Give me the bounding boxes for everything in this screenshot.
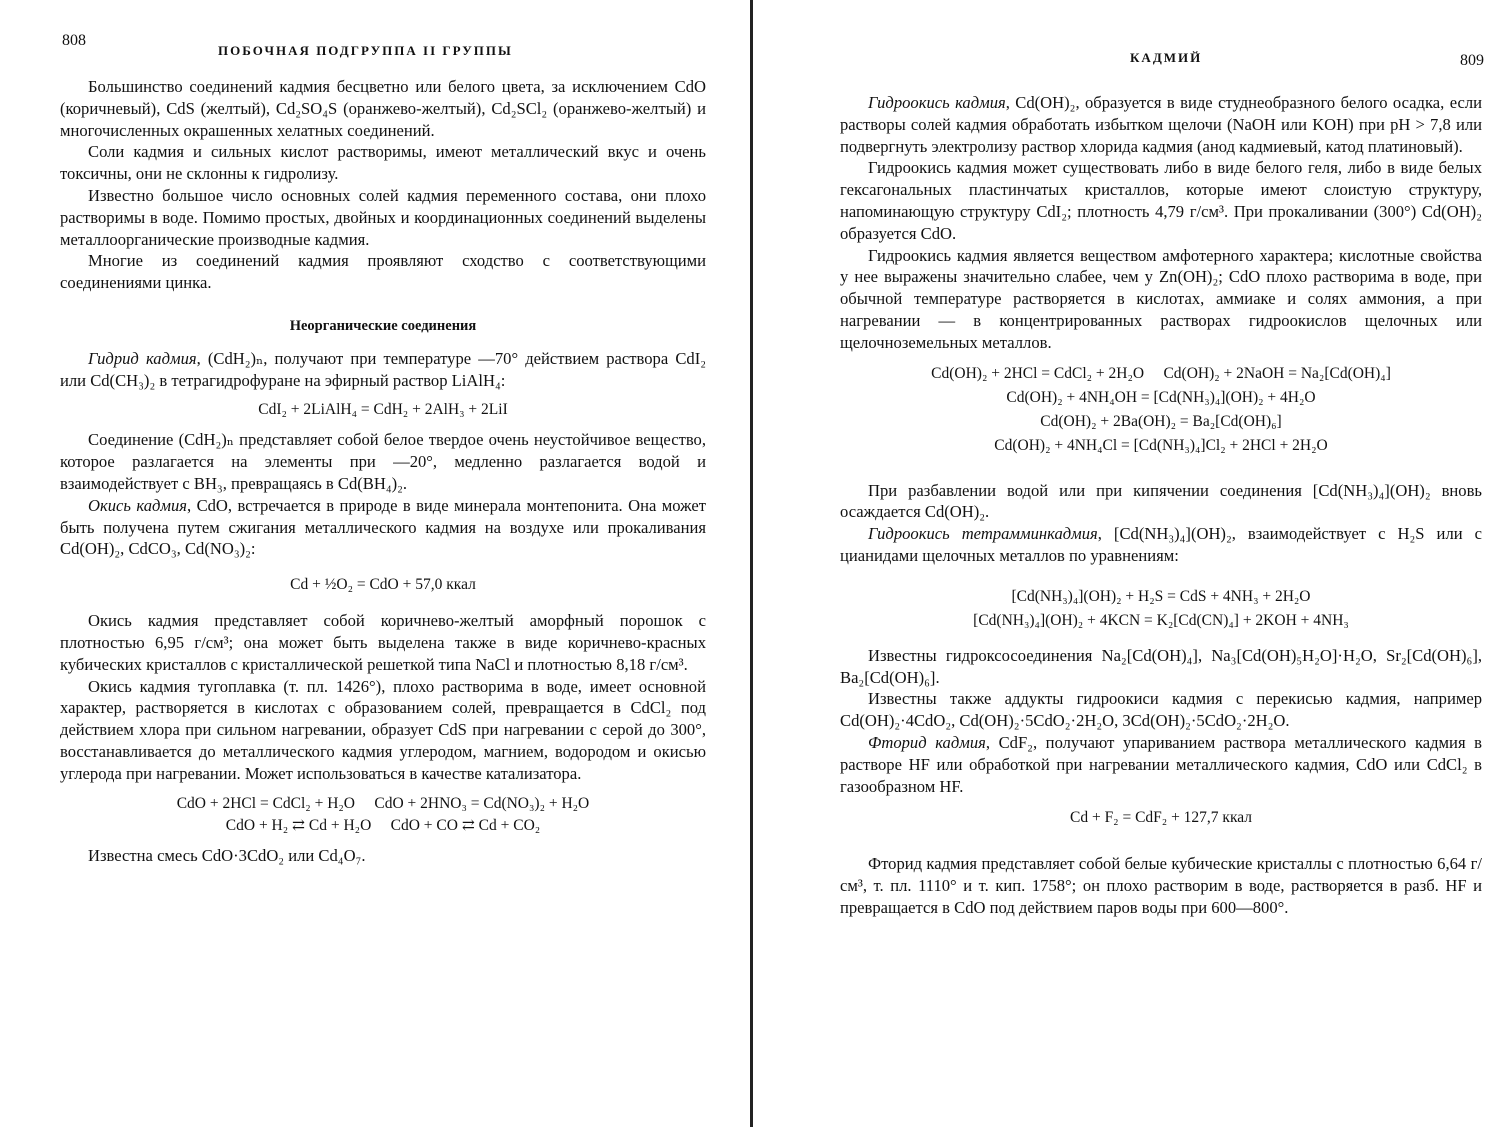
paragraph-text: , (CdH₂)ₙ, получают при температуре —70° действием раствора CdI₂ или Cd(CH₃)₂ в тетрагидрофуране на эфирный раствор LiAlH₄: <box>60 348 707 390</box>
paragraph: Известна смесь CdO·3CdO₂ или Cd₄O₇. <box>88 845 366 865</box>
equation-line: Cd(OH)₂ + 4NH₄OH = [Cd(NH₃)₄](OH)₂ + 4H₂O <box>1006 388 1316 406</box>
equation-block <box>60 793 706 837</box>
paragraph: Известны также аддукты гидроокиси кадмия с перекисью кадмия, например Cd(OH)₂·4CdO₂, Cd(OH)₂·5CdO₂·2H₂O, 3Cd(OH)₂·5CdO₂·2H₂O. <box>840 689 1482 731</box>
paragraph: Соединение (CdH₂)ₙ представляет собой белое твердое очень неустойчивое вещество, которое разлагается на элементы при —20°, медленно разлагается водой и взаимодействует с BH₃, превращаясь в Cd(BH₄)₂. <box>60 430 706 493</box>
paragraph <box>840 523 1482 567</box>
term: Гидрид кадмия <box>88 348 197 368</box>
paragraph-text: , CdO, встречается в природе в виде минерала монтепонита. Она может быть получена путем сжигания металлического кадмия на воздухе или прокаливания Cd(OH)₂, CdCO₃, Cd(NO₃)₂: <box>60 495 706 559</box>
equation-block <box>840 362 1482 458</box>
page-number: 809 <box>1460 52 1484 69</box>
equation <box>60 399 706 421</box>
page-number: 808 <box>62 32 86 49</box>
term: Гидроокись тетрамминкадмия <box>868 524 1098 544</box>
equation <box>60 574 706 596</box>
paragraph: Соли кадмия и сильных кислот растворимы, имеют металлический вкус и очень токсичны, они не склонны к гидролизу. <box>60 142 706 184</box>
equation-line: Cd(OH)₂ + 2HCl = CdCl₂ + 2H₂O Cd(OH)₂ + 2NaOH = Na₂[Cd(OH)₄] <box>931 364 1391 382</box>
paragraph: Многие из соединений кадмия проявляют сходство с соответствующими соединениями цинка. <box>60 251 706 293</box>
running-head: ПОБОЧНАЯ ПОДГРУППА II ГРУППЫ <box>218 43 513 58</box>
term: Окись кадмия <box>88 495 188 515</box>
equation-line: Cd + F₂ = CdF₂ + 127,7 ккал <box>1069 809 1253 827</box>
equation <box>840 807 1482 829</box>
equation-line: Cd(OH)₂ + 4NH₄Cl = [Cd(NH₃)₄]Cl₂ + 2HCl + 2H₂O <box>994 436 1328 454</box>
equation-line: CdO + 2HCl = CdCl₂ + H₂O CdO + 2HNO₃ = Cd(NO₃)₂ + H₂O <box>176 794 590 812</box>
left-text-column <box>60 76 706 866</box>
paragraph: Известны гидроксосоединения Na₂[Cd(OH)₄], Na₃[Cd(OH)₅H₂O]·H₂O, Sr₂[Cd(OH)₆], Ba₂[Cd(OH)₆]. <box>840 645 1482 687</box>
equation-line: Cd(OH)₂ + 2Ba(OH)₂ = Ba₂[Cd(OH)₆] <box>1040 412 1282 430</box>
right-text-column <box>840 92 1482 919</box>
running-head: КАДМИЙ <box>1130 50 1203 65</box>
paragraph: Большинство соединений кадмия бесцветно или белого цвета, за исключением CdO (коричневый), CdS (желтый), Cd₂SO₄S (оранжево-желтый), Cd₂SCl₂ (оранжево-желтый) и многочисленных окрашенных хелатных соединений. <box>60 77 706 140</box>
paragraph <box>60 348 706 392</box>
paragraph-text: , Cd(OH)₂, образуется в виде студнеобразного белого осадка, если растворы солей кадмия обработать избытком щелочи (NaOH или KOH) при pH > 7,8 или подвергнуть электролизу раствор хлорида кадмия (анод кадмиевый, катод платиновый). <box>840 93 1483 156</box>
term: Гидроокись кадмия <box>868 93 1006 112</box>
paragraph: При разбавлении водой или при кипячении соединения [Cd(NH₃)₄](OH)₂ вновь осаждается Cd(OH)₂. <box>840 480 1482 522</box>
equation-line: [Cd(NH₃)₄](OH)₂ + 4KCN = K₂[Cd(CN)₄] + 2KOH + 4NH₃ <box>973 611 1349 629</box>
equation-line: CdI₂ + 2LiAlH₄ = CdH₂ + 2AlH₃ + 2LiI <box>258 401 508 419</box>
paragraph: Гидроокись кадмия является веществом амфотерного характера; кислотные свойства у нее выражены значительно слабее, чем у Zn(OH)₂; CdO плохо растворима в воде, при обычной температуре растворяется в кислотах, аммиаке и солях аммония, а при нагревании — в концентрированных растворах гидроокислов щелочных или щелочноземельных металлов. <box>840 245 1482 352</box>
paragraph: Известно большое число основных солей кадмия переменного состава, они плохо растворимы в воде. Помимо простых, двойных и координационных соединений выделены металлоорганические производные кадмия. <box>60 185 706 249</box>
equation-line: [Cd(NH₃)₄](OH)₂ + H₂S = CdS + 4NH₃ + 2H₂O <box>1011 587 1311 605</box>
paragraph: Окись кадмия представляет собой коричнево-желтый аморфный порошок с плотностью 6,95 г/см³; она может быть выделена также в виде коричнево-красных кубических кристаллов с кристаллической решеткой типа NaCl и плотностью 8,18 г/см³. <box>60 611 706 674</box>
paragraph-text: , [Cd(NH₃)₄](OH)₂, взаимодействует с H₂S или с цианидами щелочных металлов по уравнениям: <box>840 524 1482 565</box>
paragraph: Окись кадмия тугоплавка (т. пл. 1426°), плохо растворима в воде, имеет основной характер, растворяется в кислотах с образованием солей, превращается в CdCl₂ под действием хлора при сильном нагревании, образует CdS при нагревании с серой до 300°, восстанавливается до металлического кадмия углеродом, магнием, водородом и окисью углерода при нагревании. Может использоваться в качестве катализатора. <box>60 676 706 783</box>
paragraph <box>840 732 1482 797</box>
equation-line: CdO + H₂ ⇄ Cd + H₂O CdO + CO ⇄ Cd + CO₂ <box>225 816 541 834</box>
section-title: Неорганические соединения <box>289 317 477 334</box>
paragraph: Гидроокись кадмия может существовать либо в виде белого геля, либо в виде белых гексагональных пластинчатых кристаллов, которые имеют слоистую структуру, напоминающую структуру CdI₂; плотность 4,79 г/см³. При прокаливании (300°) Cd(OH)₂ образуется CdO. <box>840 158 1482 243</box>
paragraph: Фторид кадмия представляет собой белые кубические кристаллы с плотностью 6,64 г/см³, т. пл. 1110° и т. кип. 1758°; он плохо растворим в воде, растворяется в разб. HF и превращается в CdO под действием паров воды при 600—800°. <box>840 854 1482 917</box>
paragraph <box>840 92 1482 157</box>
term: Фторид кадмия <box>868 732 986 752</box>
equation-block <box>840 585 1482 633</box>
right-page <box>752 0 1504 1127</box>
paragraph-text: , CdF₂, получают упариванием раствора металлического кадмия в растворе HF или обработкой при нагревании металлического кадмия, CdO или CdCl₂ в газообразном HF. <box>840 732 1482 796</box>
paragraph <box>60 495 706 560</box>
equation-line: Cd + ½O₂ = CdO + 57,0 ккал <box>290 576 476 594</box>
